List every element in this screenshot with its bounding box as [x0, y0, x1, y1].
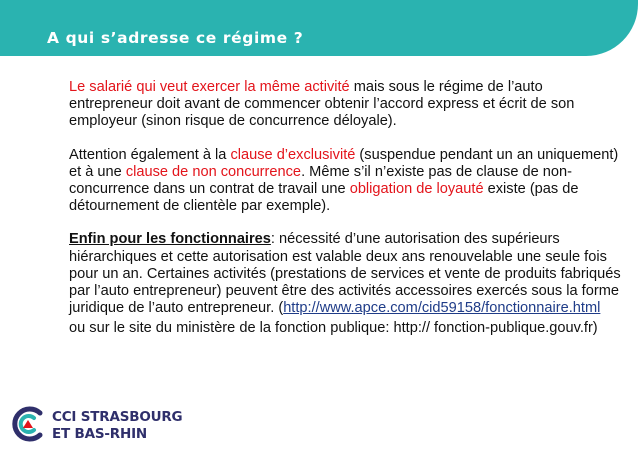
paragraph-salarie: [69, 79, 625, 131]
text-run: existe (pas de détournement de clientèle par exemple).: [69, 181, 579, 215]
source-link[interactable]: http://www.apce.com/cid59158/fonctionnaire.html: [283, 300, 601, 317]
text-run: . Même s’il n’existe pas de clause de non-concurrence dans un contrat de travail une: [69, 163, 572, 198]
text-run: Attention également à la: [69, 146, 231, 163]
paragraph-attention: [69, 147, 625, 216]
text-run: mais sous le régime de l’auto entrepreneur doit avant de commencer obtenir l’accord express et écrit de son employeur (sinon risque de concurrence déloyale).: [69, 79, 575, 130]
logo-text-line2: ET BAS-RHIN: [52, 426, 148, 442]
slide-content: [69, 79, 625, 338]
highlight-text: clause de non concurrence: [125, 163, 302, 180]
cci-logo-icon: [10, 406, 46, 442]
cci-logo: [10, 404, 190, 444]
slide-title: A qui s’adresse ce régime ?: [47, 29, 304, 47]
highlight-text: clause d’exclusivité: [230, 146, 356, 163]
text-run: (suspendue pendant un an uniquement) et à une: [69, 146, 619, 180]
paragraph-ministere: ou sur le site du ministère de la fonction publique: http:// fonction-publique.gouv.fr): [69, 320, 598, 337]
highlight-text: Le salarié qui veut exercer la même activité: [69, 79, 350, 95]
highlight-text: Enfin pour les fonctionnaires: [69, 231, 271, 248]
highlight-text: obligation de loyauté: [349, 181, 484, 198]
text-run: : nécessité d’une autorisation des supérieurs hiérarchiques et cette autorisation est valable deux ans renouvelable une seule fois pour un an. Certaines activités (prestations de services et vente de produits fabriqués par l’auto entrepreneur) peuvent être des activités accessoires exercés sous la forme juridique de l’auto entrepreneur. (: [69, 231, 621, 317]
title-bar: [0, 0, 638, 56]
logo-text-line1: CCI STRASBOURG: [52, 409, 183, 425]
paragraph-fonctionnaires: [69, 231, 625, 317]
